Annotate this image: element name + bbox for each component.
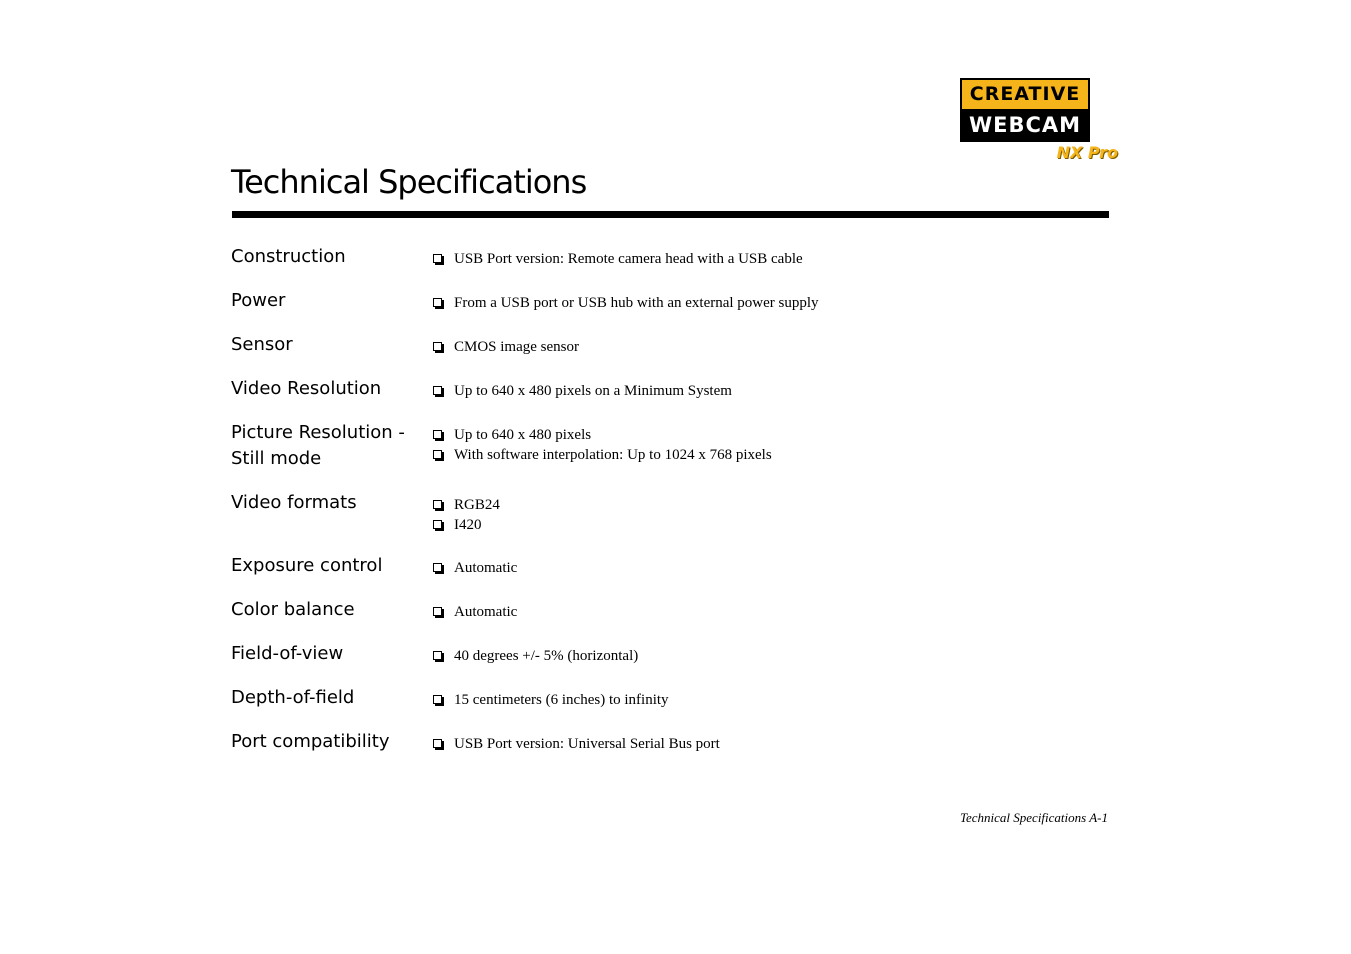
spec-label-field-of-view: Field-of-view [231,643,344,664]
checkbox-bullet-icon [433,651,442,660]
spec-item: I420 [433,515,482,535]
spec-item: USB Port version: Remote camera head with a USB cable [433,249,803,269]
checkbox-bullet-icon [433,563,442,572]
spec-label-construction: Construction [231,246,346,267]
spec-label-sensor: Sensor [231,334,293,355]
checkbox-bullet-icon [433,386,442,395]
checkbox-bullet-icon [433,298,442,307]
spec-label-video-formats: Video formats [231,492,357,513]
checkbox-bullet-icon [433,695,442,704]
spec-item: With software interpolation: Up to 1024 x 768 pixels [433,445,772,465]
spec-label-color-balance: Color balance [231,599,355,620]
checkbox-bullet-icon [433,520,442,529]
checkbox-bullet-icon [433,430,442,439]
spec-item: 15 centimeters (6 inches) to infinity [433,690,669,710]
checkbox-bullet-icon [433,739,442,748]
page-footer: Technical Specifications A-1 [959,810,1108,825]
checkbox-bullet-icon [433,342,442,351]
checkbox-bullet-icon [433,450,442,459]
spec-item: Up to 640 x 480 pixels on a Minimum System [433,381,732,401]
spec-item: Automatic [433,558,517,578]
spec-label-picture-resolution-line2: Still mode [231,448,322,469]
spec-item: 40 degrees +/- 5% (horizontal) [433,646,638,666]
creative-webcam-logo [960,78,1090,142]
spec-label-port-compatibility: Port compatibility [231,731,390,752]
spec-item: RGB24 [433,495,500,515]
logo-model: NX Pro [1056,143,1118,162]
checkbox-bullet-icon [433,254,442,263]
spec-item: CMOS image sensor [433,337,579,357]
spec-item: USB Port version: Universal Serial Bus port [433,734,720,754]
spec-item: From a USB port or USB hub with an external power supply [433,293,819,313]
logo-product: WEBCAM [962,111,1088,140]
spec-label-picture-resolution: Picture Resolution - [231,422,405,443]
spec-label-power: Power [231,290,286,311]
checkbox-bullet-icon [433,500,442,509]
spec-label-video-resolution: Video Resolution [231,378,382,399]
spec-label-depth-of-field: Depth-of-field [231,687,355,708]
logo-brand: CREATIVE [962,80,1088,109]
checkbox-bullet-icon [433,607,442,616]
page-title: Technical Specifications [231,163,587,201]
spec-item: Up to 640 x 480 pixels [433,425,591,445]
spec-label-exposure-control: Exposure control [231,555,383,576]
spec-item: Automatic [433,602,517,622]
title-divider [232,211,1109,218]
